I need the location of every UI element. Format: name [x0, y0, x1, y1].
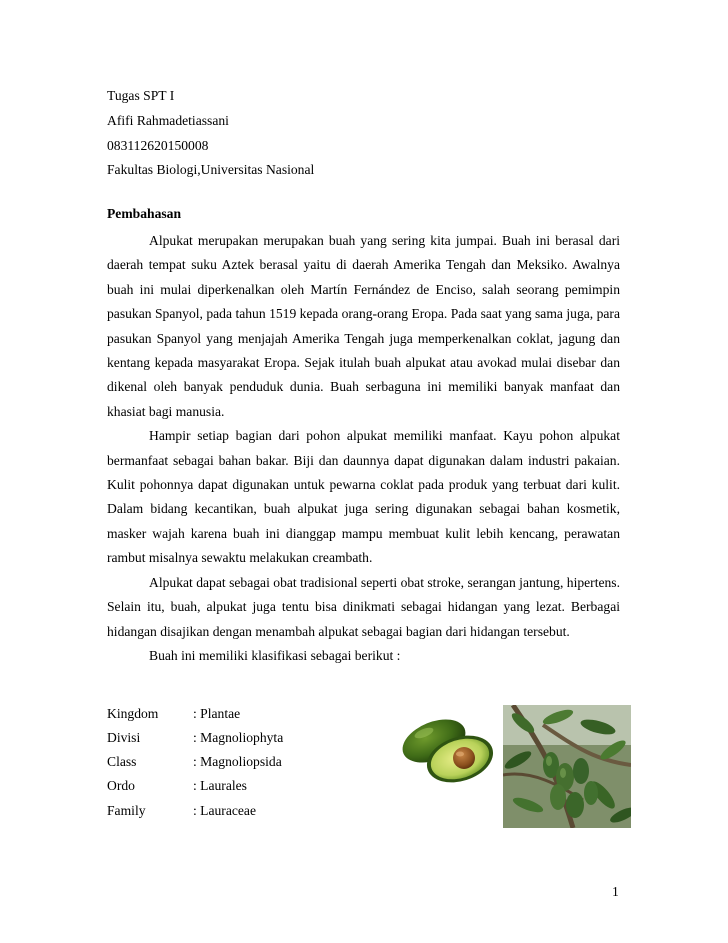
classification-rank: Family: [107, 803, 146, 818]
page-number: 1: [612, 884, 619, 899]
header-student-id: 083112620150008: [107, 138, 209, 153]
classification-row: [107, 803, 256, 819]
classification-row: [107, 754, 282, 770]
classification-value: : Laurales: [193, 778, 247, 793]
classification-value: : Magnoliophyta: [193, 730, 284, 745]
classification-row: [107, 730, 283, 746]
classification-rank: Kingdom: [107, 706, 159, 721]
classification-value: : Lauraceae: [193, 803, 257, 818]
body-text: [107, 229, 620, 668]
avocado-tree-image: [503, 705, 631, 828]
avocado-image: [398, 709, 498, 789]
paragraph-uses: Hampir setiap bagian dari pohon alpukat memiliki manfaat. Kayu pohon alpukat bermanfaat sebagai bahan bakar. Biji dan daunnya dapat digunakan dalam industri pakaian. Kulit pohonnya dapat digunakan untuk pewarna coklat pada produk yang terbuat dari kulit. Dalam bidang kecantikan, buah alpukat juga sering digunakan sebagai bahan kosmetik, masker wajah karena buah ini dianggap mampu membuat kulit lebih kencang, perawatan rambut misalnya sewaktu melakukan creambath.: [107, 428, 620, 566]
classification-rank: Divisi: [107, 730, 141, 745]
classification-value: : Magnoliopsida: [193, 754, 282, 769]
classification-rank: Ordo: [107, 778, 135, 793]
classification-row: [107, 778, 247, 794]
paragraph-classification-intro: Buah ini memiliki klasifikasi sebagai berikut :: [149, 647, 401, 663]
classification-row: [107, 706, 240, 722]
header-assignment: Tugas SPT I: [107, 88, 175, 103]
header-faculty: Fakultas Biologi,Universitas Nasional: [107, 162, 315, 177]
paragraph-origin: Alpukat merupakan merupakan buah yang sering kita jumpai. Buah ini berasal dari daerah tempat suku Aztek berasal yaitu di daerah Amerika Tengah dan Meksiko. Awalnya buah ini mulai diperkenalkan oleh Martín Fernández de Enciso, salah seorang pemimpin pasukan Spanyol, pada tahun 1519 kepada orang-orang Eropa. Pada saat yang sama juga, para pasukan Spanyol yang menjajah Amerika Tengah juga memperkenalkan coklat, jagung dan kentang kepada masyarakat Eropa. Sejak itulah buah alpukat atau avokad mulai disebar dan dikenal oleh banyak penduduk dunia. Buah serbaguna ini memiliki banyak manfaat dan khasiat bagi manusia.: [107, 233, 620, 419]
section-heading: Pembahasan: [107, 206, 182, 221]
classification-value: : Plantae: [193, 706, 241, 721]
paragraph-medicine: Alpukat dapat sebagai obat tradisional seperti obat stroke, serangan jantung, hipertens. Selain itu, buah, alpukat juga tentu bisa dinikmati sebagai hidangan yang lezat. Berbagai hidangan disajikan dengan menambah alpukat sebagai bagian dari hidangan tersebut.: [107, 574, 620, 639]
header-author: Afifi Rahmadetiassani: [107, 113, 229, 128]
classification-rank: Class: [107, 754, 137, 769]
